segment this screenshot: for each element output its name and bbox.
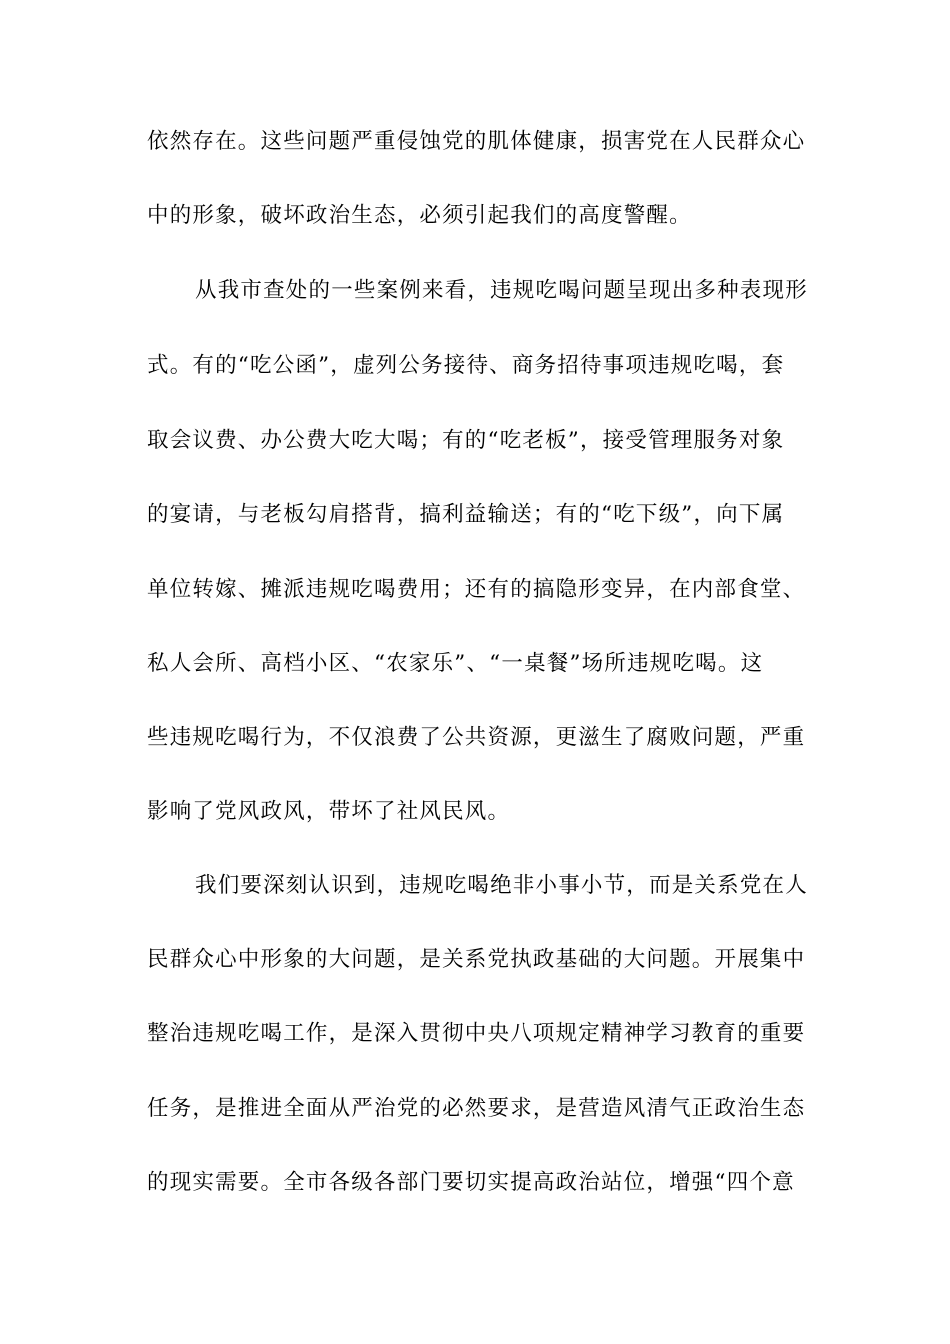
text-line: 些违规吃喝行为，不仅浪费了公共资源，更滋生了腐败问题，严重 [147,725,806,750]
paragraph-start-line: 我们要深刻认识到，违规吃喝绝非小事小节，而是关系党在人 [195,873,808,898]
text-line: 取会议费、办公费大吃大喝；有的“吃老板”，接受管理服务对象 [147,428,785,453]
text-line: 的现实需要。全市各级各部门要切实提高政治站位，增强“四个意 [147,1170,795,1195]
text-line: 私人会所、高档小区、“农家乐”、“一桌餐”场所违规吃喝。这 [147,651,764,676]
text-line: 任务，是推进全面从严治党的必然要求，是营造风清气正政治生态 [147,1096,806,1121]
paragraph-start-line: 从我市查处的一些案例来看，违规吃喝问题呈现出多种表现形 [195,278,808,303]
text-line: 影响了党风政风，带坏了社风民风。 [147,799,511,824]
text-line: 单位转嫁、摊派违规吃喝费用；还有的搞隐形变异，在内部食堂、 [147,577,806,602]
text-line: 式。有的“吃公函”，虚列公务接待、商务招待事项违规吃喝，套 [147,353,785,378]
text-line: 整治违规吃喝工作，是深入贯彻中央八项规定精神学习教育的重要 [147,1021,806,1046]
text-line: 民群众心中形象的大问题，是关系党执政基础的大问题。开展集中 [147,947,806,972]
text-line: 依然存在。这些问题严重侵蚀党的肌体健康，损害党在人民群众心 [147,129,806,154]
text-line: 的宴请，与老板勾肩搭背，搞利益输送；有的“吃下级”，向下属 [147,502,785,527]
text-line: 中的形象，破坏政治生态，必须引起我们的高度警醒。 [147,203,692,228]
